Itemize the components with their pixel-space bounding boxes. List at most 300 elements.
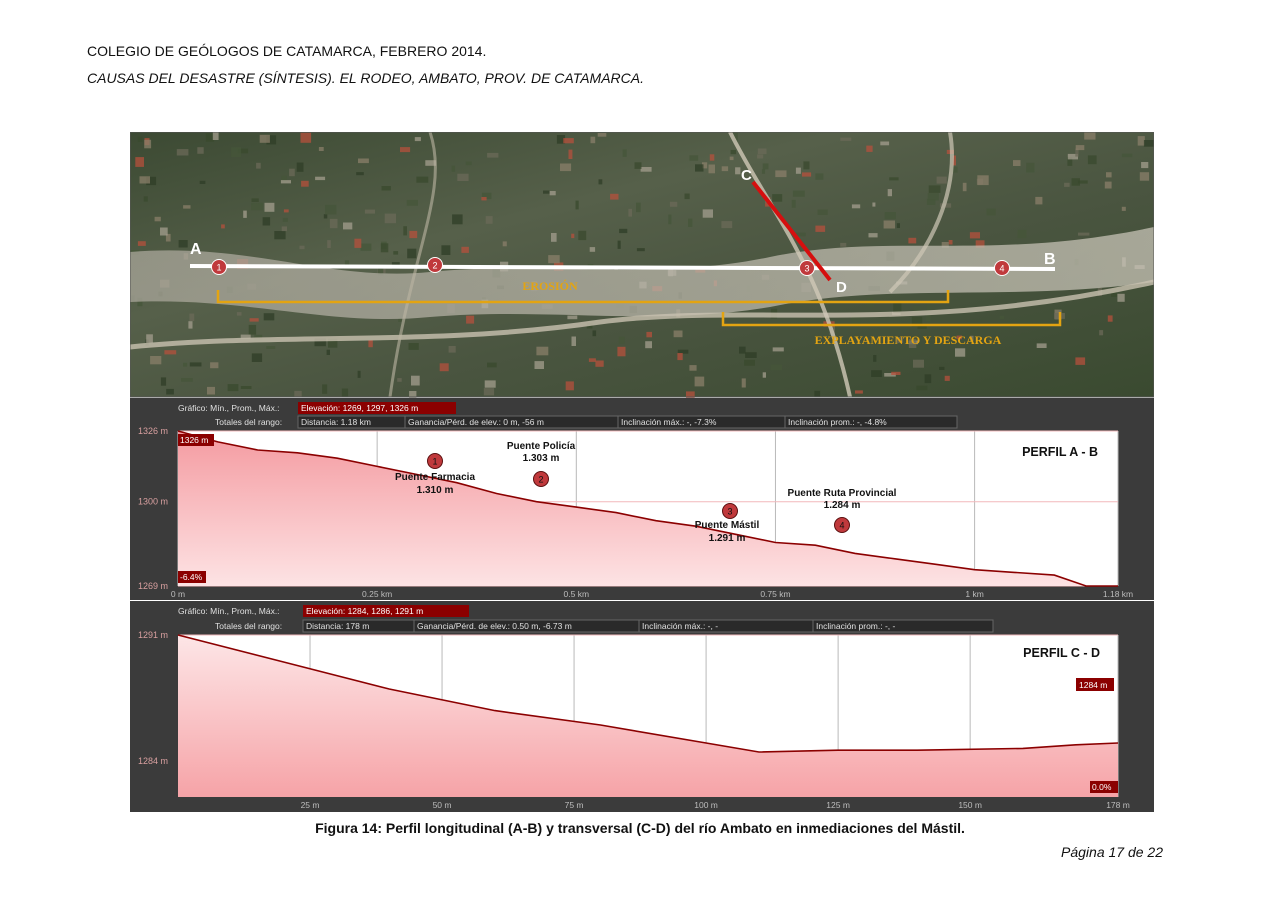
map-texture-patch bbox=[598, 133, 607, 137]
map-texture-patch bbox=[397, 378, 402, 382]
map-texture-patch bbox=[160, 228, 168, 236]
map-texture-patch bbox=[871, 370, 882, 377]
map-texture-patch bbox=[264, 313, 275, 320]
map-texture-patch bbox=[252, 198, 259, 202]
map-texture-patch bbox=[177, 149, 189, 155]
map-texture-patch bbox=[487, 153, 498, 158]
map-texture-patch bbox=[929, 185, 941, 193]
map-texture-patch bbox=[710, 154, 715, 160]
point-c-label: C bbox=[741, 167, 752, 184]
ab-distance: Distancia: 1.18 km bbox=[301, 417, 371, 427]
map-texture-patch bbox=[415, 137, 421, 141]
ab-stats-label: Gráfico: Mín., Prom., Máx.: bbox=[178, 403, 280, 413]
map-texture-patch bbox=[1108, 315, 1113, 321]
map-texture-patch bbox=[884, 221, 895, 229]
map-texture-patch bbox=[796, 168, 801, 174]
map-texture-patch bbox=[840, 138, 851, 141]
map-texture-patch bbox=[382, 186, 391, 191]
map-texture-patch bbox=[872, 203, 875, 207]
map-texture-patch bbox=[773, 347, 784, 351]
map-texture-patch bbox=[256, 163, 261, 169]
svg-text:3: 3 bbox=[804, 263, 810, 274]
map-texture-patch bbox=[282, 226, 287, 231]
map-texture-patch bbox=[735, 167, 740, 174]
x-tick-label: 50 m bbox=[432, 800, 452, 810]
map-texture-patch bbox=[251, 203, 263, 211]
map-texture-patch bbox=[144, 140, 151, 149]
map-texture-patch bbox=[393, 251, 398, 255]
y-tick-label: 1269 m bbox=[137, 581, 168, 591]
map-texture-patch bbox=[814, 391, 820, 398]
map-texture-patch bbox=[1106, 172, 1112, 177]
map-texture-patch bbox=[891, 372, 900, 375]
map-texture-patch bbox=[674, 331, 683, 338]
map-texture-patch bbox=[252, 353, 262, 362]
map-texture-patch bbox=[294, 391, 301, 397]
map-texture-patch bbox=[283, 218, 288, 222]
profile-ab-panel bbox=[130, 398, 1154, 600]
x-tick-label: 1 km bbox=[965, 589, 984, 599]
map-marker-4 bbox=[995, 261, 1010, 276]
map-texture-patch bbox=[709, 165, 716, 174]
map-texture-patch bbox=[880, 142, 889, 146]
x-tick-label: 178 m bbox=[1106, 800, 1130, 810]
figure-14 bbox=[130, 132, 1154, 812]
map-texture-patch bbox=[636, 203, 641, 213]
ab-max-slope: Inclinación máx.: -, -7.3% bbox=[621, 417, 717, 427]
point-b-label: B bbox=[1044, 251, 1056, 268]
map-texture-patch bbox=[466, 162, 472, 166]
svg-text:1: 1 bbox=[216, 262, 222, 273]
map-texture-patch bbox=[1141, 162, 1148, 168]
cd-max-slope: Inclinación máx.: -, - bbox=[642, 621, 719, 631]
map-texture-patch bbox=[792, 200, 796, 208]
map-texture-patch bbox=[342, 389, 348, 397]
map-texture-patch bbox=[668, 215, 671, 225]
map-texture-patch bbox=[461, 247, 469, 253]
map-texture-patch bbox=[409, 343, 419, 350]
map-texture-patch bbox=[1078, 233, 1089, 236]
map-texture-patch bbox=[221, 224, 225, 228]
map-texture-patch bbox=[179, 240, 188, 248]
map-texture-patch bbox=[250, 318, 259, 321]
map-texture-patch bbox=[485, 380, 496, 387]
map-texture-patch bbox=[1117, 294, 1124, 302]
y-tick-label: 1300 m bbox=[137, 496, 168, 507]
map-texture-patch bbox=[551, 233, 557, 242]
map-texture-patch bbox=[164, 350, 176, 354]
map-texture-patch bbox=[484, 388, 494, 395]
map-texture-patch bbox=[315, 177, 325, 180]
map-texture-patch bbox=[685, 194, 690, 200]
x-tick-label: 1.18 km bbox=[1102, 589, 1134, 599]
map-marker-3 bbox=[800, 261, 815, 276]
map-texture-patch bbox=[1122, 207, 1126, 211]
map-texture-patch bbox=[937, 177, 947, 184]
map-texture-patch bbox=[722, 166, 728, 171]
map-texture-patch bbox=[963, 183, 967, 191]
map-texture-patch bbox=[452, 214, 463, 224]
map-texture-patch bbox=[599, 179, 603, 184]
map-texture-patch bbox=[330, 219, 338, 228]
y-tick-label: 1291 m bbox=[137, 630, 168, 640]
x-tick-label: 125 m bbox=[826, 800, 850, 810]
map-texture-patch bbox=[263, 217, 271, 225]
map-texture-patch bbox=[368, 340, 372, 347]
map-texture-patch bbox=[623, 149, 627, 157]
map-texture-patch bbox=[284, 209, 289, 212]
map-texture-patch bbox=[576, 201, 579, 210]
map-texture-patch bbox=[481, 197, 486, 200]
ab-bridge-2-elev: 1.303 m bbox=[522, 453, 560, 464]
map-texture-patch bbox=[543, 191, 550, 194]
cd-cursor-elev: 1284 m bbox=[1079, 680, 1108, 690]
map-texture-patch bbox=[407, 249, 416, 259]
map-texture-patch bbox=[249, 325, 256, 335]
ab-range-label: Totales del rango: bbox=[215, 417, 283, 427]
map-texture-patch bbox=[319, 147, 324, 151]
map-texture-patch bbox=[745, 352, 757, 358]
map-texture-patch bbox=[689, 155, 698, 160]
map-texture-patch bbox=[763, 163, 769, 169]
map-texture-patch bbox=[300, 246, 305, 250]
map-texture-patch bbox=[322, 384, 327, 393]
map-texture-patch bbox=[595, 361, 603, 367]
map-texture-patch bbox=[1000, 316, 1004, 319]
map-texture-patch bbox=[591, 137, 596, 144]
ab-bridge-3-elev: 1.291 m bbox=[708, 533, 746, 544]
deposit-label: EXPLAYAMIENTO Y DESCARGA bbox=[814, 333, 1002, 347]
map-texture-patch bbox=[763, 372, 766, 377]
map-texture-patch bbox=[566, 381, 574, 390]
map-texture-patch bbox=[637, 248, 645, 251]
map-texture-patch bbox=[641, 167, 652, 172]
map-texture-patch bbox=[1140, 172, 1149, 181]
map-texture-patch bbox=[571, 234, 574, 238]
y-tick-label: 1284 m bbox=[137, 756, 168, 766]
cd-stats-value: Elevación: 1284, 1286, 1291 m bbox=[306, 606, 424, 616]
map-texture-patch bbox=[742, 378, 746, 387]
map-texture-patch bbox=[1072, 178, 1081, 186]
map-texture-patch bbox=[403, 226, 407, 235]
map-texture-patch bbox=[977, 175, 988, 185]
x-tick-label: 0.5 km bbox=[563, 589, 590, 599]
map-texture-patch bbox=[793, 191, 805, 197]
map-texture-patch bbox=[210, 362, 218, 368]
map-texture-patch bbox=[815, 173, 823, 179]
map-texture-patch bbox=[866, 146, 872, 152]
map-texture-patch bbox=[301, 133, 312, 143]
map-texture-patch bbox=[695, 377, 705, 387]
profile-cd-panel bbox=[130, 601, 1154, 812]
map-texture-patch bbox=[409, 231, 417, 238]
map-texture-patch bbox=[260, 135, 270, 143]
map-texture-patch bbox=[721, 221, 732, 228]
map-texture-patch bbox=[301, 181, 309, 187]
map-texture-patch bbox=[327, 350, 330, 355]
page-number: Página 17 de 22 bbox=[1061, 844, 1163, 860]
x-tick-label: 0.25 km bbox=[362, 589, 393, 599]
map-texture-patch bbox=[237, 312, 242, 316]
map-texture-patch bbox=[619, 337, 625, 344]
map-texture-patch bbox=[241, 386, 252, 389]
map-marker-1 bbox=[212, 260, 227, 275]
map-texture-patch bbox=[731, 150, 737, 154]
map-texture-patch bbox=[289, 169, 295, 177]
map-texture-patch bbox=[560, 164, 571, 172]
map-texture-patch bbox=[440, 363, 449, 371]
map-texture-patch bbox=[619, 229, 627, 233]
svg-text:1: 1 bbox=[432, 456, 438, 467]
map-texture-patch bbox=[189, 314, 194, 321]
map-texture-patch bbox=[815, 226, 825, 232]
svg-text:4: 4 bbox=[839, 520, 845, 531]
ab-bridge-2-name: Puente Policía bbox=[506, 441, 576, 452]
map-texture-patch bbox=[916, 386, 927, 391]
ab-cursor-slope: -6.4% bbox=[180, 572, 203, 582]
map-texture-patch bbox=[569, 150, 573, 159]
map-texture-patch bbox=[266, 346, 275, 349]
header-line-2: CAUSAS DEL DESASTRE (SÍNTESIS). EL RODEO, AMBATO, PROV. DE CATAMARCA. bbox=[87, 70, 645, 86]
ab-bridge-4-elev: 1.284 m bbox=[823, 500, 861, 511]
map-texture-patch bbox=[927, 304, 931, 311]
map-texture-patch bbox=[1013, 160, 1021, 166]
cd-range-label: Totales del rango: bbox=[215, 621, 283, 631]
map-texture-patch bbox=[327, 240, 331, 248]
svg-text:3: 3 bbox=[727, 506, 733, 517]
map-texture-patch bbox=[274, 231, 285, 239]
map-texture-patch bbox=[1026, 163, 1034, 173]
x-tick-label: 0 m bbox=[170, 589, 186, 599]
map-texture-patch bbox=[457, 174, 468, 181]
map-texture-patch bbox=[231, 147, 241, 157]
figure-caption: Figura 14: Perfil longitudinal (A-B) y transversal (C-D) del río Ambato en inmediaciones del Mástil. bbox=[315, 820, 965, 836]
map-texture-patch bbox=[161, 377, 166, 385]
map-texture-patch bbox=[140, 176, 151, 183]
map-texture-patch bbox=[358, 371, 361, 378]
map-texture-patch bbox=[416, 177, 428, 183]
map-texture-patch bbox=[265, 203, 275, 212]
map-texture-patch bbox=[183, 363, 187, 367]
map-texture-patch bbox=[970, 232, 980, 238]
map-texture-patch bbox=[441, 245, 450, 255]
map-texture-patch bbox=[730, 157, 734, 161]
map-texture-patch bbox=[486, 216, 493, 224]
map-texture-patch bbox=[200, 181, 206, 184]
erosion-label: EROSIÓN bbox=[522, 279, 578, 293]
map-texture-patch bbox=[913, 360, 924, 368]
map-texture-patch bbox=[449, 346, 456, 353]
map-texture-patch bbox=[889, 177, 898, 180]
map-texture-patch bbox=[297, 163, 304, 172]
satellite-map bbox=[130, 132, 1154, 401]
map-marker-2 bbox=[428, 258, 443, 273]
map-texture-patch bbox=[925, 374, 932, 383]
map-texture-patch bbox=[908, 238, 916, 244]
map-texture-patch bbox=[758, 149, 767, 155]
x-tick-label: 100 m bbox=[694, 800, 718, 810]
ab-cursor-elev: 1326 m bbox=[180, 435, 209, 445]
map-texture-patch bbox=[400, 147, 410, 152]
map-texture-patch bbox=[354, 239, 361, 248]
map-texture-patch bbox=[589, 358, 596, 362]
map-texture-patch bbox=[610, 194, 618, 200]
map-texture-patch bbox=[135, 157, 144, 167]
map-texture-patch bbox=[802, 172, 811, 176]
map-texture-patch bbox=[503, 241, 507, 246]
map-texture-patch bbox=[1075, 357, 1085, 365]
map-texture-patch bbox=[356, 172, 364, 175]
point-a-label: A bbox=[190, 241, 202, 258]
map-texture-patch bbox=[358, 159, 369, 164]
map-texture-patch bbox=[385, 214, 396, 224]
ab-bridge-4-name: Puente Ruta Provincial bbox=[787, 488, 897, 499]
map-texture-patch bbox=[183, 205, 190, 208]
map-texture-patch bbox=[243, 211, 247, 218]
map-texture-patch bbox=[150, 356, 161, 364]
map-texture-patch bbox=[1064, 183, 1070, 187]
map-texture-patch bbox=[885, 212, 896, 219]
map-texture-patch bbox=[939, 367, 944, 370]
map-texture-patch bbox=[1076, 145, 1085, 150]
map-texture-patch bbox=[645, 341, 652, 348]
map-texture-patch bbox=[1138, 136, 1145, 146]
map-texture-patch bbox=[744, 360, 755, 366]
map-texture-patch bbox=[188, 321, 192, 328]
map-texture-patch bbox=[688, 219, 692, 227]
map-texture-patch bbox=[1144, 140, 1154, 147]
map-texture-patch bbox=[855, 390, 863, 393]
svg-text:2: 2 bbox=[538, 474, 544, 485]
map-texture-patch bbox=[1037, 343, 1047, 348]
map-texture-patch bbox=[466, 316, 474, 324]
map-texture-patch bbox=[852, 204, 860, 208]
map-texture-patch bbox=[563, 138, 574, 143]
map-texture-patch bbox=[190, 362, 202, 366]
map-texture-patch bbox=[325, 205, 336, 215]
map-texture-patch bbox=[487, 363, 497, 368]
map-texture-patch bbox=[635, 162, 642, 169]
map-texture-patch bbox=[1035, 197, 1042, 205]
cd-avg-slope: Inclinación prom.: -, - bbox=[816, 621, 896, 631]
map-texture-patch bbox=[945, 376, 950, 381]
x-tick-label: 150 m bbox=[958, 800, 982, 810]
x-tick-label: 0.75 km bbox=[760, 589, 791, 599]
map-texture-patch bbox=[703, 209, 713, 217]
map-texture-patch bbox=[873, 355, 876, 362]
map-texture-patch bbox=[590, 247, 595, 252]
map-texture-patch bbox=[840, 243, 846, 247]
ab-bridge-3-name: Puente Mástil bbox=[694, 520, 760, 531]
x-tick-label: 75 m bbox=[564, 800, 584, 810]
map-texture-patch bbox=[407, 200, 418, 206]
map-texture-patch bbox=[166, 389, 174, 395]
map-texture-patch bbox=[757, 154, 763, 158]
map-texture-patch bbox=[324, 214, 328, 218]
map-texture-patch bbox=[361, 244, 372, 251]
cd-cursor-slope: 0.0% bbox=[1092, 782, 1112, 792]
map-texture-patch bbox=[1084, 132, 1095, 140]
header-line-1: COLEGIO DE GEÓLOGOS DE CATAMARCA, FEBRERO 2014. bbox=[87, 43, 487, 59]
map-texture-patch bbox=[803, 161, 809, 169]
map-texture-patch bbox=[572, 337, 577, 347]
map-texture-patch bbox=[670, 202, 677, 207]
map-texture-patch bbox=[617, 347, 625, 357]
svg-text:2: 2 bbox=[432, 260, 438, 271]
map-texture-patch bbox=[677, 353, 682, 360]
map-texture-patch bbox=[452, 166, 456, 172]
cd-distance: Distancia: 178 m bbox=[306, 621, 370, 631]
map-texture-patch bbox=[987, 209, 996, 216]
cd-stats-label: Gráfico: Mín., Prom., Máx.: bbox=[178, 606, 280, 616]
ab-profile-title: PERFIL A - B bbox=[1022, 445, 1098, 459]
map-texture-patch bbox=[343, 223, 352, 230]
map-texture-patch bbox=[762, 169, 765, 174]
map-texture-patch bbox=[146, 334, 153, 343]
map-texture-patch bbox=[138, 241, 146, 246]
map-texture-patch bbox=[536, 347, 548, 356]
x-tick-label: 25 m bbox=[300, 800, 320, 810]
map-texture-patch bbox=[138, 137, 143, 142]
map-texture-patch bbox=[207, 387, 215, 395]
ab-gain-loss: Ganancia/Pérd. de elev.: 0 m, -56 m bbox=[408, 417, 544, 427]
map-texture-patch bbox=[928, 193, 939, 201]
map-texture-patch bbox=[818, 210, 828, 215]
map-texture-patch bbox=[197, 147, 203, 154]
map-texture-patch bbox=[155, 217, 161, 222]
map-texture-patch bbox=[1088, 155, 1097, 164]
cd-gain-loss: Ganancia/Pérd. de elev.: 0.50 m, -6.73 m bbox=[417, 621, 572, 631]
map-texture-patch bbox=[535, 361, 545, 369]
map-texture-patch bbox=[646, 332, 652, 337]
ab-bridge-1-elev: 1.310 m bbox=[416, 485, 454, 496]
map-texture-patch bbox=[888, 189, 892, 196]
map-texture-patch bbox=[144, 196, 148, 201]
map-texture-patch bbox=[869, 233, 878, 237]
map-texture-patch bbox=[897, 223, 900, 228]
map-texture-patch bbox=[955, 348, 965, 356]
ab-avg-slope: Inclinación prom.: -, -4.8% bbox=[788, 417, 887, 427]
svg-text:4: 4 bbox=[999, 263, 1005, 274]
map-texture-patch bbox=[618, 241, 621, 249]
map-texture-patch bbox=[550, 191, 556, 195]
map-texture-patch bbox=[695, 164, 704, 171]
map-texture-patch bbox=[381, 243, 389, 252]
map-texture-patch bbox=[949, 240, 953, 245]
map-texture-patch bbox=[772, 194, 782, 202]
point-d-label: D bbox=[836, 279, 847, 296]
map-texture-patch bbox=[213, 132, 219, 140]
map-texture-patch bbox=[411, 376, 420, 386]
map-texture-patch bbox=[578, 231, 586, 240]
map-texture-patch bbox=[628, 209, 632, 217]
map-texture-patch bbox=[228, 384, 239, 391]
map-texture-patch bbox=[281, 180, 291, 183]
map-texture-patch bbox=[689, 365, 696, 371]
map-texture-patch bbox=[593, 330, 597, 336]
ab-bridge-1-name: Puente Farmacia bbox=[394, 472, 476, 483]
map-texture-patch bbox=[1099, 330, 1103, 335]
map-texture-patch bbox=[739, 347, 746, 354]
map-texture-patch bbox=[771, 364, 783, 370]
map-texture-patch bbox=[775, 170, 786, 177]
map-texture-patch bbox=[548, 255, 560, 263]
map-texture-patch bbox=[365, 210, 375, 214]
y-tick-label: 1326 m bbox=[137, 426, 168, 436]
cd-profile-title: PERFIL C - D bbox=[1023, 646, 1100, 660]
map-texture-patch bbox=[1018, 230, 1027, 239]
map-texture-patch bbox=[567, 316, 577, 320]
